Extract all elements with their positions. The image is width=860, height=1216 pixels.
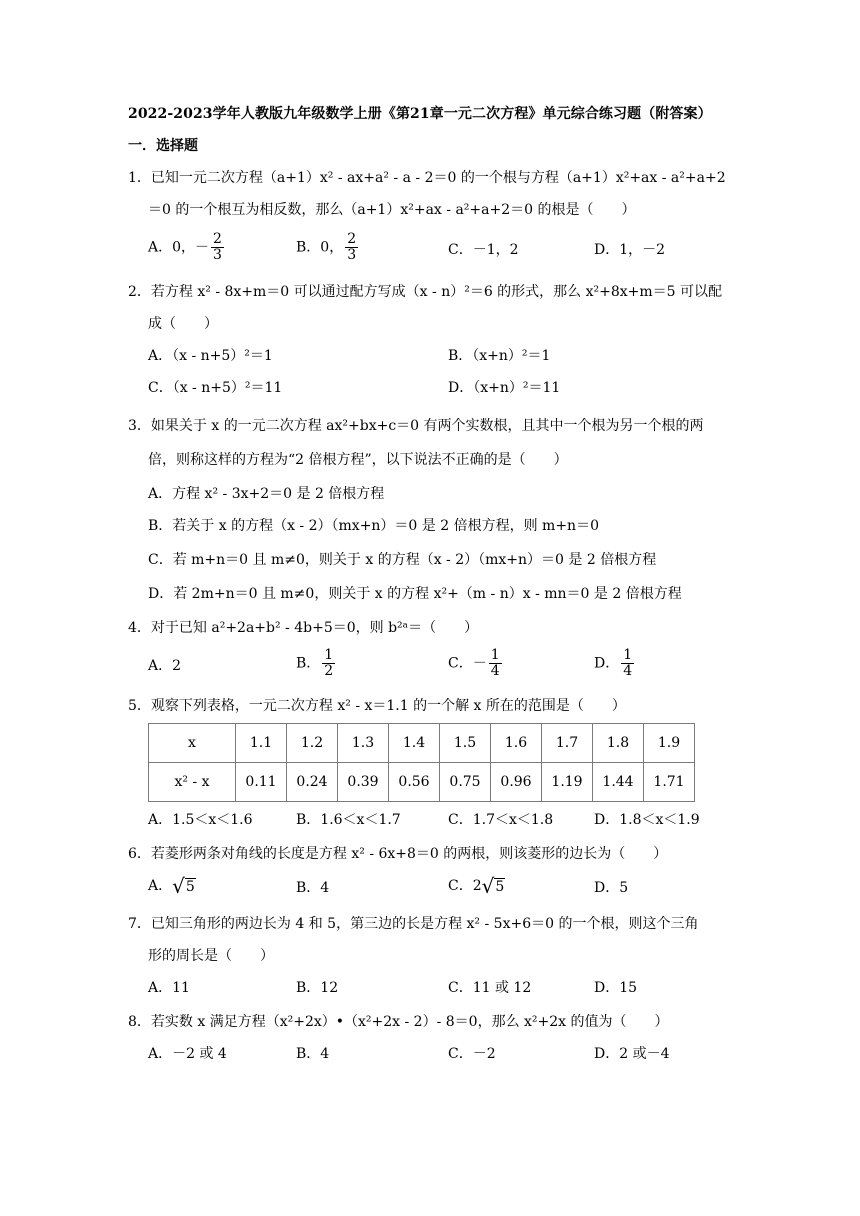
fraction: $\frac{2}{3}$ (347, 231, 357, 263)
fraction: $\frac{1}{2}$ (324, 647, 334, 679)
question-7-option-d: D．15 (594, 980, 638, 996)
fraction: $\frac{2}{3}$ (213, 231, 222, 263)
question-5-line-1: 5．观察下列表格，一元二次方程 x² - x＝1.1 的一个解 x 所在的范围是（ ） (128, 698, 626, 714)
table-cell: 1.5 (440, 724, 491, 763)
question-7-option-a: A．11 (148, 980, 190, 996)
square-root: √ 5 (172, 874, 195, 898)
question-6-option-b: B．4 (296, 880, 330, 896)
table-cell: x² - x (149, 763, 236, 802)
question-8-option-d: D．2 或－4 (594, 1046, 670, 1062)
question-1-line-1: 1．已知一元二次方程（a+1）x² - ax+a² - a - 2＝0 的一个根与方程（a+1）x²+ax - a²+a+2 (128, 170, 726, 186)
question-7-line-1: 7．已知三角形的两边长为 4 和 5，第三边的长是方程 x² - 5x+6＝0 的一个根，则这个三角 (128, 916, 699, 932)
table-cell: 1.4 (389, 724, 440, 763)
question-7-line-2: 形的周长是（ ） (148, 948, 274, 964)
table-cell: 1.44 (593, 763, 644, 802)
section-heading: 一．选择题 (128, 138, 198, 154)
question-3-option-b: B．若关于 x 的方程（x - 2）（mx+n）＝0 是 2 倍根方程，则 m+n＝0 (148, 518, 599, 534)
question-2-option-c: C．（x - n+5）²＝11 (148, 380, 283, 396)
question-1-option-c: C．－1，2 (448, 242, 519, 258)
question-8-option-a: A．－2 或 4 (148, 1046, 227, 1062)
question-8-option-c: C．－2 (448, 1046, 496, 1062)
question-1-option-b: B．0， $\frac{2}{3}$ (296, 231, 357, 263)
table-cell: 1.71 (644, 763, 695, 802)
table-cell: 0.75 (440, 763, 491, 802)
question-8-option-b: B．4 (296, 1046, 330, 1062)
table-row (149, 724, 695, 763)
question-6-line-1: 6．若菱形两条对角线的长度是方程 x² - 6x+8＝0 的两根，则该菱形的边长为（ ） (128, 846, 668, 862)
values-table (148, 723, 695, 802)
question-4-option-b: B． $\frac{1}{2}$ (296, 647, 334, 679)
table-cell: 1.8 (593, 724, 644, 763)
question-4-option-c: C．－ $\frac{1}{4}$ (448, 647, 500, 679)
question-5-option-a: A．1.5＜x＜1.6 (148, 812, 253, 828)
table-cell: 1.7 (542, 724, 593, 763)
question-5-option-d: D．1.8＜x＜1.9 (594, 812, 700, 828)
fraction: $\frac{1}{4}$ (623, 647, 633, 679)
question-4-option-a: A．2 (148, 658, 182, 674)
question-6-option-a: A． √ 5 (148, 874, 195, 898)
table-cell: 0.11 (236, 763, 287, 802)
question-7-option-b: B．12 (296, 980, 339, 996)
question-4-option-d: D． $\frac{1}{4}$ (594, 647, 633, 679)
question-3-option-c: C．若 m+n＝0 且 m≠0，则关于 x 的方程（x - 2）（mx+n）＝0 是 2 倍根方程 (148, 552, 657, 568)
question-2-option-d: D．（x+n）²＝11 (448, 380, 561, 396)
question-3-line-1: 3．如果关于 x 的一元二次方程 ax²+bx+c＝0 有两个实数根，且其中一个根为另一个根的两 (128, 418, 704, 434)
table-cell: 0.24 (287, 763, 338, 802)
table-cell: 0.96 (491, 763, 542, 802)
question-7-option-c: C．11 或 12 (448, 980, 532, 996)
fraction: $\frac{1}{4}$ (490, 647, 500, 679)
table-row (149, 763, 695, 802)
table-cell: x (149, 724, 236, 763)
question-2-option-b: B．（x+n）²＝1 (448, 348, 551, 364)
question-6-option-c: C．2 √ 5 (448, 874, 505, 898)
question-3-line-2: 倍，则称这样的方程为“2 倍根方程”，以下说法不正确的是（ ） (148, 452, 568, 468)
table-cell: 1.2 (287, 724, 338, 763)
question-2-line-1: 2．若方程 x² - 8x+m＝0 可以通过配方写成（x - n）²＝6 的形式，那么 x²+8x+m＝5 可以配 (128, 284, 723, 300)
question-1-option-a: A．0，－ $\frac{2}{3}$ (148, 231, 222, 263)
question-1-option-d: D．1，－2 (594, 242, 666, 258)
question-2-line-2: 成（ ） (148, 316, 218, 332)
question-8-line-1: 8．若实数 x 满足方程（x²+2x）•（x²+2x - 2）- 8＝0，那么 x²+2x 的值为（ ） (128, 1014, 669, 1030)
question-1-line-2: ＝0 的一个根互为相反数，那么（a+1）x²+ax - a²+a+2＝0 的根是（ ） (148, 202, 636, 218)
table-cell: 0.39 (338, 763, 389, 802)
question-5-option-c: C．1.7＜x＜1.8 (448, 812, 554, 828)
table-cell: 1.1 (236, 724, 287, 763)
question-6-option-d: D．5 (594, 880, 629, 896)
question-3-option-d: D．若 2m+n＝0 且 m≠0，则关于 x 的方程 x²+（m - n）x - mn＝0 是 2 倍根方程 (148, 586, 682, 602)
table-cell: 0.56 (389, 763, 440, 802)
square-root: √ 5 (481, 874, 505, 898)
table-cell: 1.3 (338, 724, 389, 763)
table-cell: 1.9 (644, 724, 695, 763)
table-cell: 1.6 (491, 724, 542, 763)
table-cell: 1.19 (542, 763, 593, 802)
question-3-option-a: A．方程 x² - 3x+2＝0 是 2 倍根方程 (148, 486, 385, 502)
question-5-option-b: B．1.6＜x＜1.7 (296, 812, 401, 828)
document-title: 2022-2023学年人教版九年级数学上册《第21章一元二次方程》单元综合练习题（附答案） (128, 106, 712, 122)
question-2-option-a: A．（x - n+5）²＝1 (148, 348, 273, 364)
question-4-line-1: 4．对于已知 a²+2a+b² - 4b+5＝0，则 b²ᵃ＝（ ） (128, 620, 479, 636)
